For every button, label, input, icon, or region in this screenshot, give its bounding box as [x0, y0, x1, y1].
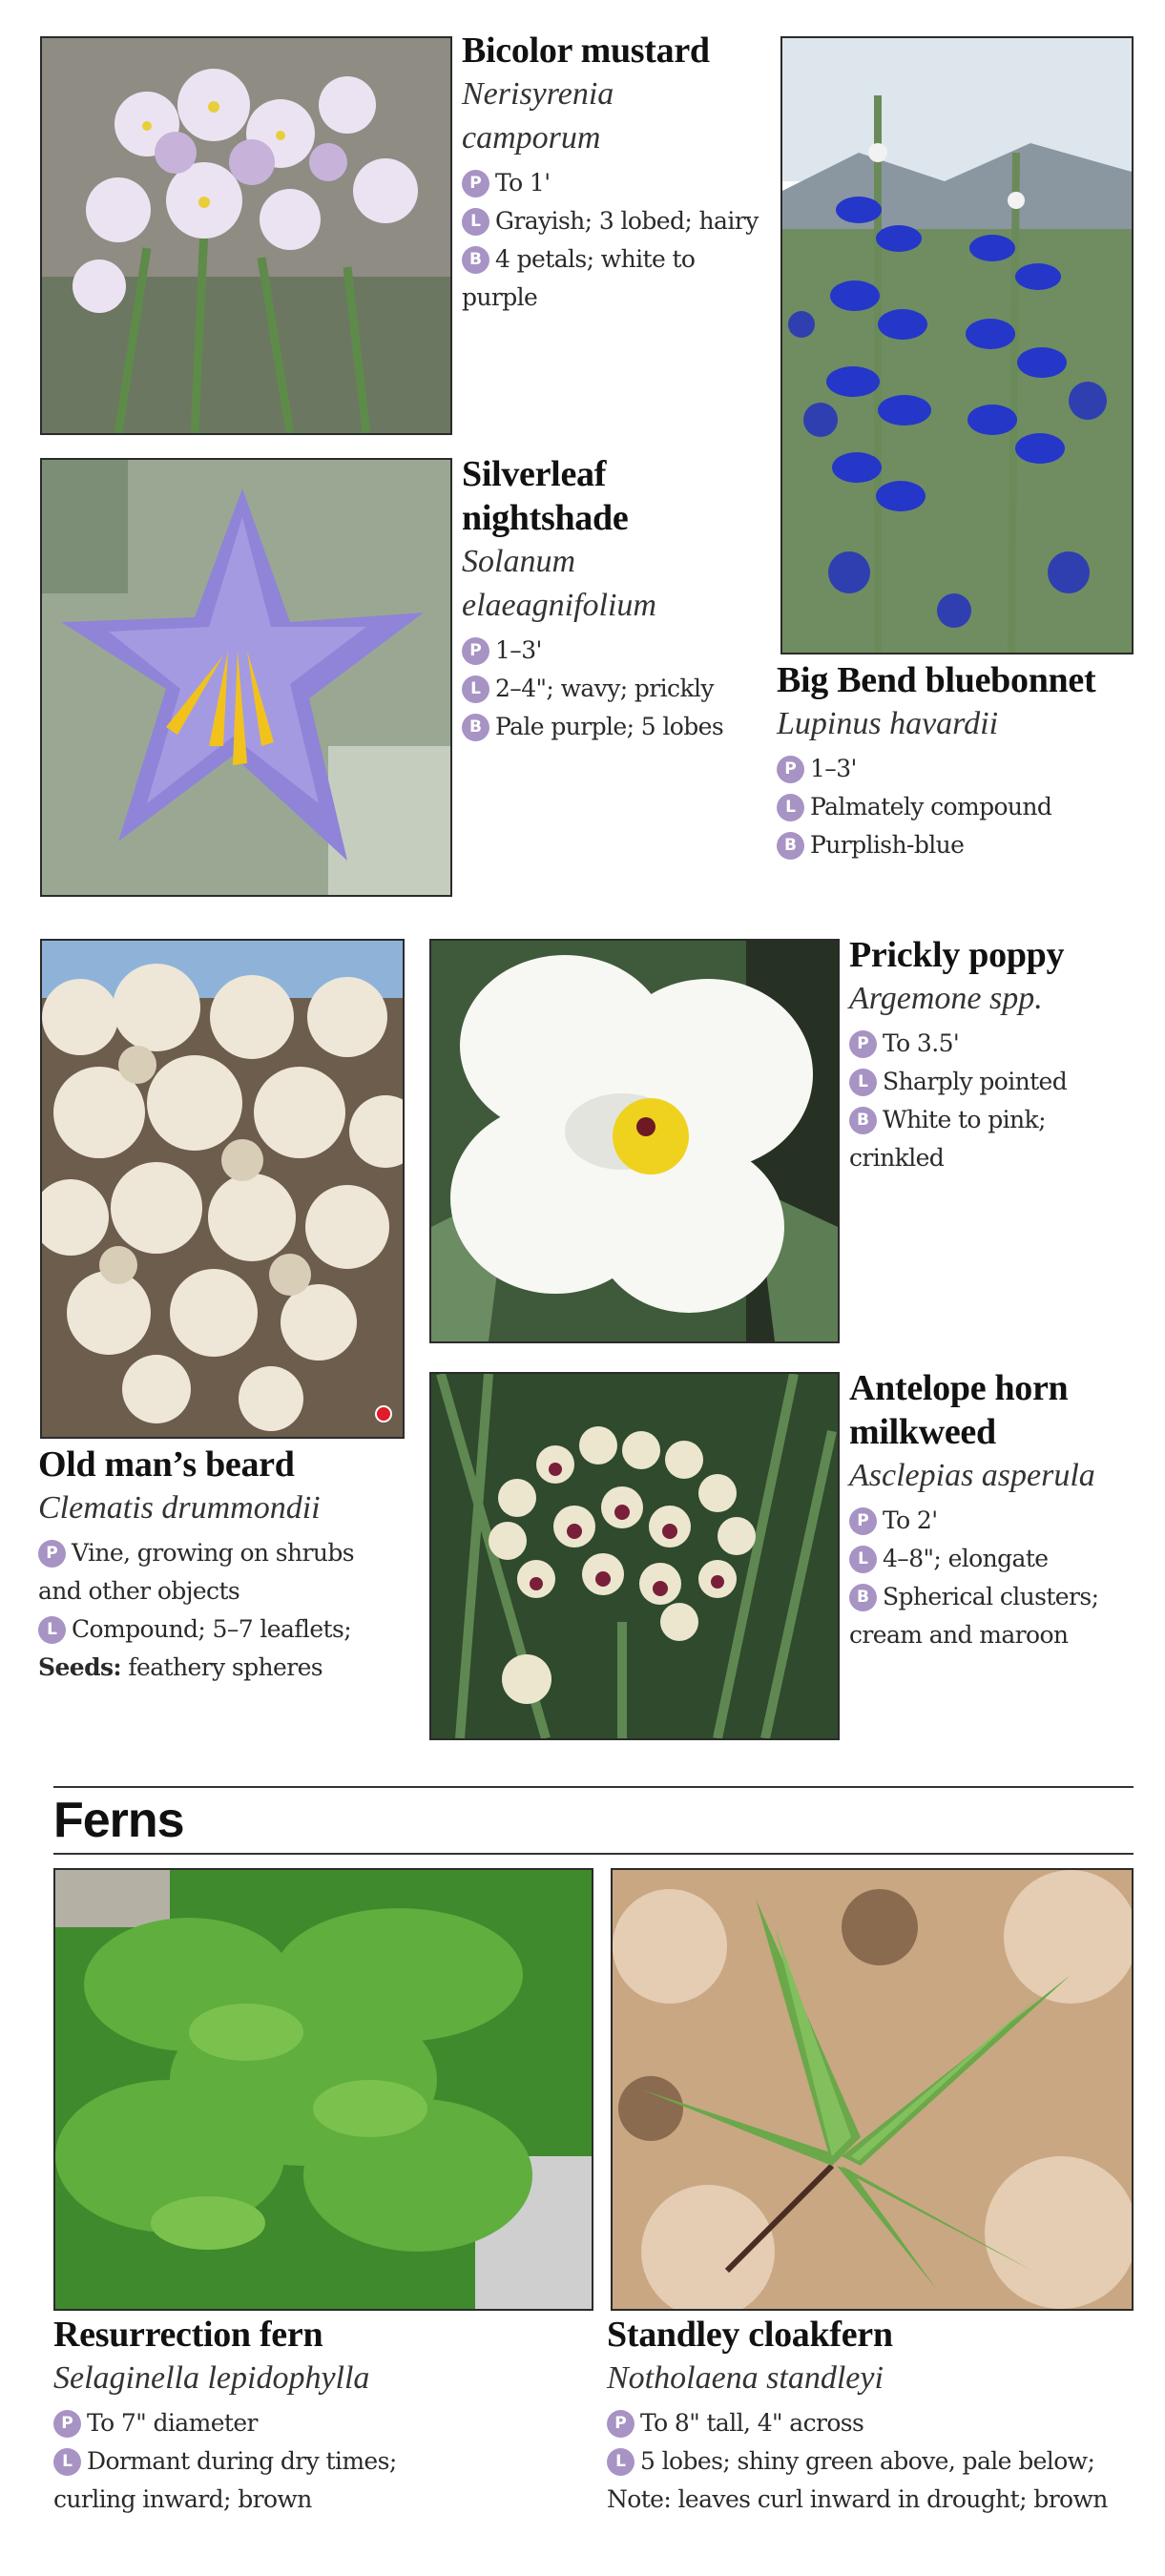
plant-badge-icon: P [607, 2410, 635, 2438]
scientific-name: Argemone spp. [849, 981, 1043, 1016]
common-name: Antelope horn milkweed [849, 1368, 1069, 1452]
plant-badge-icon: P [462, 170, 489, 197]
nightshade-illustration [42, 460, 450, 895]
leaf-badge-icon: L [607, 2448, 635, 2476]
scientific-name: Nerisyrenia camporum [462, 76, 614, 156]
bloom-line-continued: cream and maroon [849, 1621, 1069, 1649]
milkweed-illustration [431, 1374, 838, 1738]
cloakfern-illustration [613, 1870, 1132, 2309]
leaf-badge-icon: L [777, 794, 804, 821]
plant-size-line: P Vine, growing on shrubs [38, 1534, 420, 1572]
bloom-line: B 4 petals; white to [462, 240, 777, 279]
bluebonnet-illustration [782, 38, 1132, 653]
bloom-line: B White to pink; [849, 1101, 1155, 1139]
plant-size-line: P To 1' [462, 164, 777, 202]
section-title-ferns: Ferns [53, 1793, 184, 1848]
plant-size-line: P To 8" tall, 4" across [607, 2404, 1160, 2442]
silverleaf-nightshade-entry [462, 452, 777, 746]
leaf-badge-icon: L [462, 675, 489, 703]
leaf-line: L 2–4"; wavy; prickly [462, 670, 777, 708]
plant-badge-icon: P [462, 637, 489, 665]
leaf-line: L Dormant during dry times; [53, 2442, 597, 2481]
leaf-badge-icon: L [849, 1069, 877, 1096]
common-name: Resurrection fern [53, 2315, 323, 2355]
section-rule-top [53, 1786, 1134, 1788]
bloom-line-continued: purple [462, 283, 538, 311]
prickly-poppy-illustration [431, 941, 838, 1341]
plant-badge-icon: P [777, 756, 804, 783]
leaf-line-continued: curling inward; brown [53, 2485, 312, 2513]
seeds-line: Seeds: feathery spheres [38, 1653, 323, 1681]
leaf-line: L 5 lobes; shiny green above, pale below; [607, 2442, 1160, 2481]
section-rule-bottom [53, 1853, 1134, 1855]
bicolor-mustard-photo [40, 36, 452, 435]
leaf-badge-icon: L [38, 1616, 66, 1644]
old-mans-beard-entry [38, 1443, 420, 1687]
leaf-line: L Sharply pointed [849, 1063, 1155, 1101]
scientific-name: Lupinus havardii [777, 706, 999, 741]
common-name: Bicolor mustard [462, 31, 710, 71]
plant-size-line: P 1–3' [777, 750, 1158, 788]
plant-badge-icon: P [53, 2410, 81, 2438]
antelope-horn-milkweed-photo [429, 1372, 840, 1740]
plant-badge-icon: P [849, 1030, 877, 1058]
old-mans-beard-illustration [42, 941, 403, 1437]
leaf-badge-icon: L [462, 208, 489, 236]
old-mans-beard-photo [40, 939, 405, 1439]
bicolor-mustard-illustration [42, 38, 450, 433]
prickly-poppy-entry [849, 933, 1155, 1177]
bloom-line: B Spherical clusters; [849, 1578, 1155, 1616]
leaf-line: L Compound; 5–7 leaflets; [38, 1610, 420, 1649]
common-name: Old man’s beard [38, 1444, 295, 1485]
plant-badge-icon: P [38, 1540, 66, 1568]
antelope-horn-milkweed-entry [849, 1366, 1155, 1654]
scientific-name: Notholaena standleyi [607, 2360, 884, 2396]
bloom-badge-icon: B [462, 246, 489, 274]
scientific-name: Clematis drummondii [38, 1490, 321, 1526]
standley-cloakfern-entry [607, 2313, 1160, 2519]
scientific-name: Solanum elaeagnifolium [462, 544, 656, 623]
plant-size-line-continued: and other objects [38, 1577, 240, 1605]
common-name: Big Bend bluebonnet [777, 660, 1096, 700]
bloom-line: B Purplish-blue [777, 826, 1158, 864]
bloom-badge-icon: B [849, 1107, 877, 1134]
bloom-badge-icon: B [777, 832, 804, 860]
resurrection-fern-photo [53, 1868, 593, 2311]
plant-size-line: P To 7" diameter [53, 2404, 597, 2442]
bloom-line-continued: crinkled [849, 1144, 945, 1172]
leaf-line: L Palmately compound [777, 788, 1158, 826]
plant-size-line: P To 3.5' [849, 1025, 1155, 1063]
leaf-line: L Grayish; 3 lobed; hairy [462, 202, 777, 240]
leaf-line: L 4–8"; elongate [849, 1540, 1155, 1578]
plant-size-line: P 1–3' [462, 632, 777, 670]
plant-badge-icon: P [849, 1507, 877, 1535]
leaf-badge-icon: L [53, 2448, 81, 2476]
scientific-name: Selaginella lepidophylla [53, 2360, 370, 2396]
prickly-poppy-photo [429, 939, 840, 1343]
common-name: Silverleaf nightshade [462, 454, 629, 538]
bloom-line: B Pale purple; 5 lobes [462, 708, 777, 746]
leaf-badge-icon: L [849, 1546, 877, 1573]
resurrection-fern-entry [53, 2313, 597, 2519]
resurrection-fern-illustration [55, 1870, 592, 2309]
note-line: Note: leaves curl inward in drought; brown [607, 2485, 1108, 2513]
plant-size-line: P To 2' [849, 1502, 1155, 1540]
bloom-badge-icon: B [849, 1584, 877, 1611]
big-bend-bluebonnet-entry [777, 658, 1158, 864]
standley-cloakfern-photo [611, 1868, 1134, 2311]
common-name: Standley cloakfern [607, 2315, 893, 2355]
silverleaf-nightshade-photo [40, 458, 452, 897]
scientific-name: Asclepias asperula [849, 1458, 1095, 1493]
bloom-badge-icon: B [462, 714, 489, 741]
bicolor-mustard-entry [462, 29, 777, 317]
big-bend-bluebonnet-photo [780, 36, 1134, 654]
common-name: Prickly poppy [849, 935, 1065, 975]
